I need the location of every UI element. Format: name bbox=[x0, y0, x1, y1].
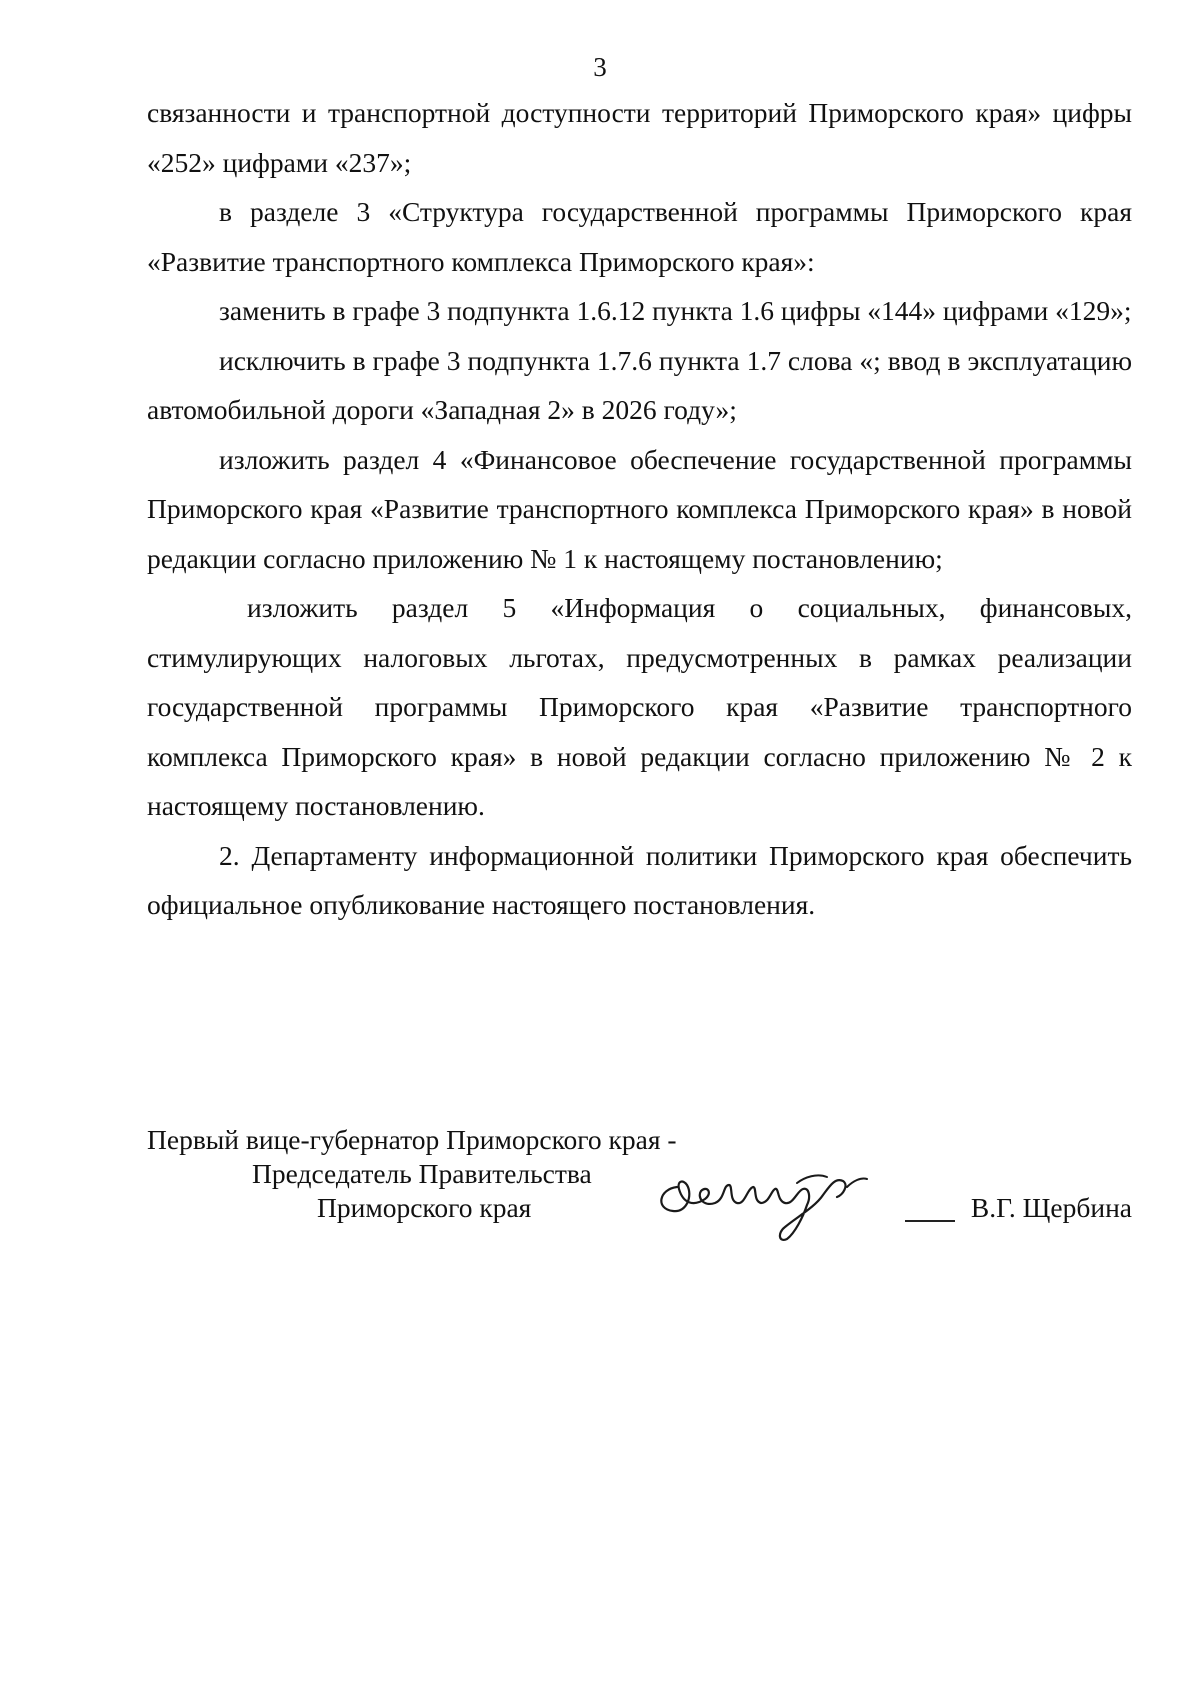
paragraph-continuation: связанности и транспортной доступности территорий Приморского края» цифры «252» цифрами «237»; bbox=[147, 97, 1132, 178]
paragraph-section-3: в разделе 3 «Структура государственной программы Приморского края «Развитие транспортного комплекса Приморского края»: bbox=[147, 196, 1132, 277]
signatory-title-line-1: Первый вице-губернатор Приморского края - bbox=[147, 1124, 677, 1155]
paragraph-exclude-words: исключить в графе 3 подпункта 1.7.6 пункта 1.7 слова «; ввод в эксплуатацию автомобильной дороги «Западная 2» в 2026 году»; bbox=[147, 344, 1132, 425]
paragraph-publication: 2. Департаменту информационной политики Приморского края обеспечить официальное опубликование настоящего постановления. bbox=[147, 839, 1132, 920]
signature-dash bbox=[905, 1220, 955, 1222]
signature-block bbox=[147, 1123, 1132, 1263]
document-body bbox=[147, 88, 1132, 930]
signatory-name: В.Г. Щербина bbox=[970, 1192, 1132, 1223]
handwritten-signature bbox=[647, 1147, 887, 1247]
paragraph-replace-figures: заменить в графе 3 подпункта 1.6.12 пункта 1.6 цифры «144» цифрами «129»; bbox=[219, 295, 1132, 326]
paragraph-section-5: изложить раздел 5 «Информация о социальных, финансовых, стимулирующих налоговых льготах, предусмотренных в рамках реализации государственной программы Приморского края «Развитие транспортного комплекса Приморского края» в новой редакции согласно приложению № 2 к настоящему постановлению. bbox=[147, 592, 1132, 821]
paragraph-section-4: изложить раздел 4 «Финансовое обеспечение государственной программы Приморского края «Развитие транспортного комплекса Приморского края» в новой редакции согласно приложению № 1 к настоящему постановлению; bbox=[147, 443, 1132, 574]
signatory-title-line-3: Приморского края bbox=[317, 1192, 532, 1223]
page-number: 3 bbox=[593, 52, 607, 82]
signatory-title-line-2: Председатель Правительства bbox=[252, 1158, 592, 1189]
